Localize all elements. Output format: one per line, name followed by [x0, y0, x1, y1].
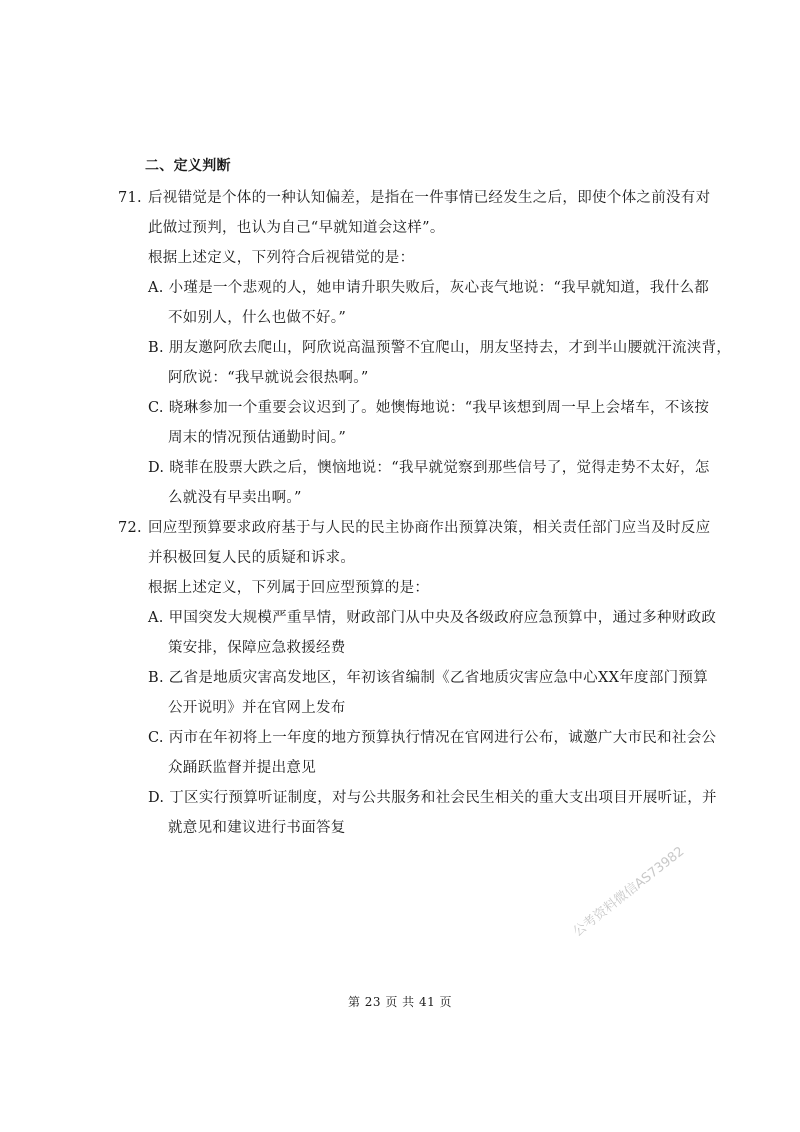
watermark: 公考资料微信AS73982 [570, 844, 688, 940]
q72-option-b-line1: B. 乙省是地质灾害高发地区，年初该省编制《乙省地质灾害应急中心XX年度部门预算 [148, 670, 709, 686]
question-72-prompt: 根据上述定义，下列属于回应型预算的是： [148, 580, 430, 596]
q71-option-a-line2: 不如别人，什么也做不好。” [168, 310, 347, 326]
q71-option-c-line2: 周末的情况预估通勤时间。” [168, 430, 347, 446]
question-71-prompt: 根据上述定义，下列符合后视错觉的是： [148, 250, 415, 266]
question-71-stem-line1 [118, 188, 710, 208]
section-title: 二、定义判断 [145, 158, 231, 174]
q71-option-b-line2: 阿欣说：“我早就说会很热啊。” [168, 370, 369, 386]
q72-option-b-line2: 公开说明》并在官网上发布 [168, 700, 346, 716]
q72-option-a-line1: A. 甲国突发大规模严重旱情，财政部门从中央及各级政府应急预算中，通过多种财政政 [148, 610, 717, 626]
q71-option-d-line1: D. 晓菲在股票大跌之后，懊恼地说：“我早就觉察到那些信号了，觉得走势不太好，怎 [148, 460, 710, 476]
q72-option-a-line2: 策安排，保障应急救援经费 [168, 640, 346, 656]
q71-option-a-line1: A. 小瑾是一个悲观的人，她申请升职失败后，灰心丧气地说：“我早就知道，我什么都 [148, 280, 710, 296]
q72-option-d-line1: D. 丁区实行预算听证制度，对与公共服务和社会民生相关的重大支出项目开展听证，并 [148, 790, 717, 806]
stem-text: 回应型预算要求政府基于与人民的民主协商作出预算决策，相关责任部门应当及时反应 [148, 520, 711, 536]
q72-option-c-line1: C. 丙市在年初将上一年度的地方预算执行情况在官网进行公布，诚邀广大市民和社会公 [148, 730, 717, 746]
q71-option-c-line1: C. 晓琳参加一个重要会议迟到了。她懊悔地说：“我早该想到周一早上会堵车，不该按 [148, 400, 710, 416]
q71-option-d-line2: 么就没有早卖出啊。” [168, 490, 302, 506]
question-72-stem-line2: 并积极回复人民的质疑和诉求。 [148, 550, 356, 566]
question-71-stem-line2: 此做过预判，也认为自己“早就知道会这样”。 [148, 220, 445, 236]
q72-option-c-line2: 众踊跃监督并提出意见 [168, 760, 316, 776]
stem-text: 后视错觉是个体的一种认知偏差，是指在一件事情已经发生之后，即使个体之前没有对 [148, 190, 711, 206]
question-number: 72. [118, 520, 142, 536]
page-footer: 第 23 页 共 41 页 [347, 995, 453, 1009]
question-72-stem-line1 [118, 518, 710, 538]
question-number: 71. [118, 190, 142, 206]
q72-option-d-line2: 就意见和建议进行书面答复 [168, 820, 346, 836]
q71-option-b-line1: B. 朋友邀阿欣去爬山，阿欣说高温预警不宜爬山，朋友坚持去，才到半山腰就汗流浃背， [148, 340, 732, 356]
